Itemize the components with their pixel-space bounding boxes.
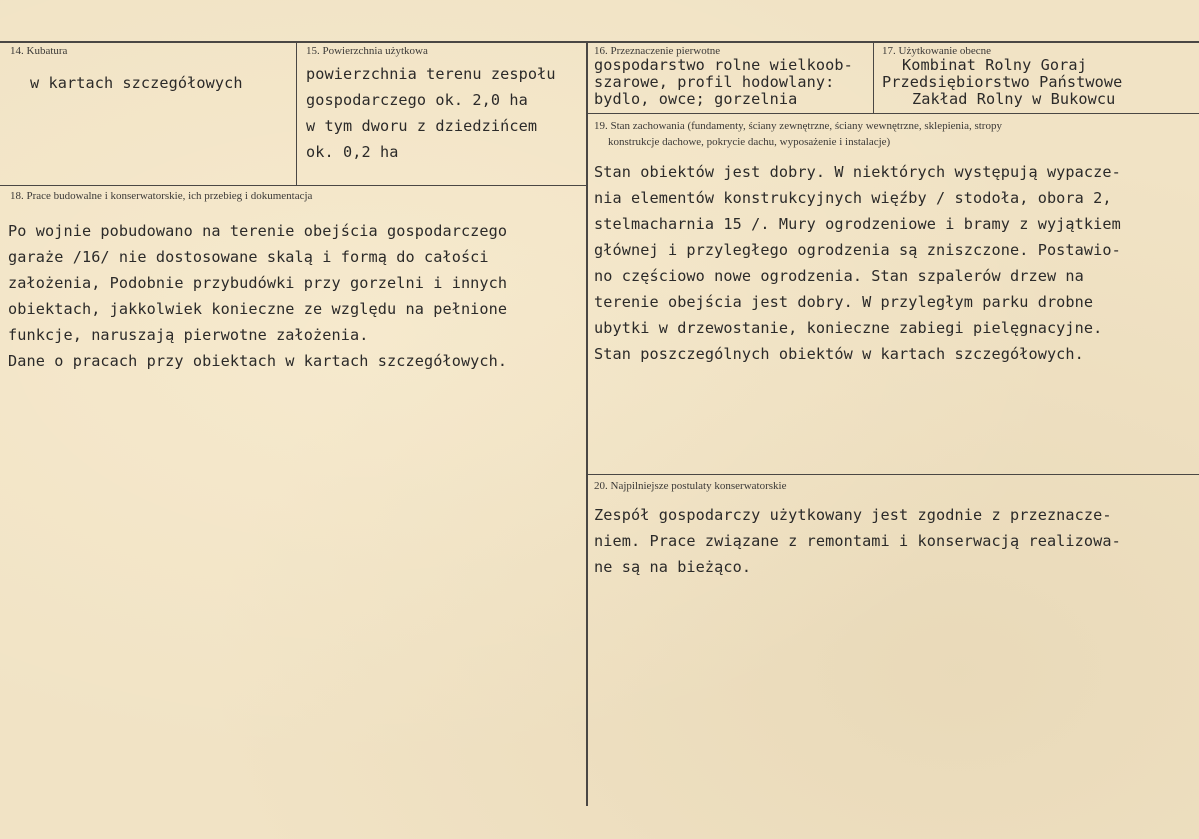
field-15-line: ok. 0,2 ha <box>306 143 399 161</box>
field-15-label: 15. Powierzchnia użytkowa <box>306 45 428 57</box>
rule-above-19 <box>587 113 1199 114</box>
main-vertical-divider <box>586 42 588 806</box>
field-18-line: garaże /16/ nie dostosowane skalą i formą do całości <box>8 248 489 266</box>
field-19-line: Stan obiektów jest dobry. W niektórych występują wypacze- <box>594 163 1121 181</box>
field-16-value <box>594 57 853 108</box>
divider-16-17 <box>873 42 874 113</box>
field-19-label-line: 19. Stan zachowania (fundamenty, ściany zewnętrzne, ściany wewnętrzne, sklepienia, stropy <box>594 120 1002 132</box>
field-16-line: szarowe, profil hodowlany: <box>594 73 835 91</box>
field-18-line: funkcje, naruszają pierwotne założenia. <box>8 326 369 344</box>
field-17-value <box>882 57 1122 108</box>
field-20-label: 20. Najpilniejsze postulaty konserwatorskie <box>594 480 787 492</box>
field-19-value <box>594 159 1121 367</box>
field-15-line: gospodarczego ok. 2,0 ha <box>306 91 528 109</box>
rule-above-20 <box>587 474 1199 475</box>
field-14-value: w kartach szczegółowych <box>30 74 243 92</box>
field-18-line: założenia, Podobnie przybudówki przy gorzelni i innych <box>8 274 508 292</box>
field-18-line: Po wojnie pobudowano na terenie obejścia gospodarczego <box>8 222 508 240</box>
field-19-line: głównej i przyległego ogrodzenia są zniszczone. Postawio- <box>594 241 1121 259</box>
field-18-line: obiektach, jakkolwiek konieczne ze względu na pełnione <box>8 300 508 318</box>
field-19-line: terenie obejścia jest dobry. W przyległym parku drobne <box>594 293 1094 311</box>
field-19-label <box>594 118 1002 150</box>
field-16-line: bydlo, owce; gorzelnia <box>594 90 798 108</box>
field-20-line: Zespół gospodarczy użytkowany jest zgodnie z przeznacze- <box>594 506 1112 524</box>
field-16-line: gospodarstwo rolne wielkoob- <box>594 56 853 74</box>
field-19-line: ubytki w drzewostanie, konieczne zabiegi pielęgnacyjne. <box>594 319 1103 337</box>
top-rule <box>0 41 1199 43</box>
field-18-line: Dane o pracach przy obiektach w kartach szczegółowych. <box>8 352 508 370</box>
field-15-line: w tym dworu z dziedzińcem <box>306 117 538 135</box>
field-19-line: no częściowo nowe ogrodzenia. Stan szpalerów drzew na <box>594 267 1084 285</box>
field-17-line: Kombinat Rolny Goraj <box>902 56 1087 74</box>
rule-above-18 <box>0 185 587 186</box>
field-19-line: stelmacharnia 15 /. Mury ogrodzeniowe i bramy z wyjątkiem <box>594 215 1121 233</box>
field-15-value <box>306 61 556 165</box>
field-17-line: Zakład Rolny w Bukowcu <box>912 90 1116 108</box>
field-15-line: powierzchnia terenu zespołu <box>306 65 556 83</box>
field-16-label: 16. Przeznaczenie pierwotne <box>594 45 721 57</box>
field-20-value <box>594 502 1121 580</box>
divider-14-15 <box>296 42 297 185</box>
field-19-label-line: konstrukcje dachowe, pokrycie dachu, wyposażenie i instalacje) <box>608 136 891 148</box>
field-19-line: nia elementów konstrukcyjnych więźby / stodoła, obora 2, <box>594 189 1112 207</box>
field-18-label: 18. Prace budowalne i konserwatorskie, ich przebieg i dokumentacja <box>10 190 313 202</box>
field-14-label: 14. Kubatura <box>10 45 68 57</box>
field-20-line: niem. Prace związane z remontami i konserwacją realizowa- <box>594 532 1121 550</box>
field-18-value <box>8 218 507 374</box>
field-17-label: 17. Użytkowanie obecne <box>882 45 992 57</box>
field-20-line: ne są na bieżąco. <box>594 558 752 576</box>
field-17-line: Przedsiębiorstwo Państwowe <box>882 73 1123 91</box>
field-19-line: Stan poszczególnych obiektów w kartach szczegółowych. <box>594 345 1084 363</box>
